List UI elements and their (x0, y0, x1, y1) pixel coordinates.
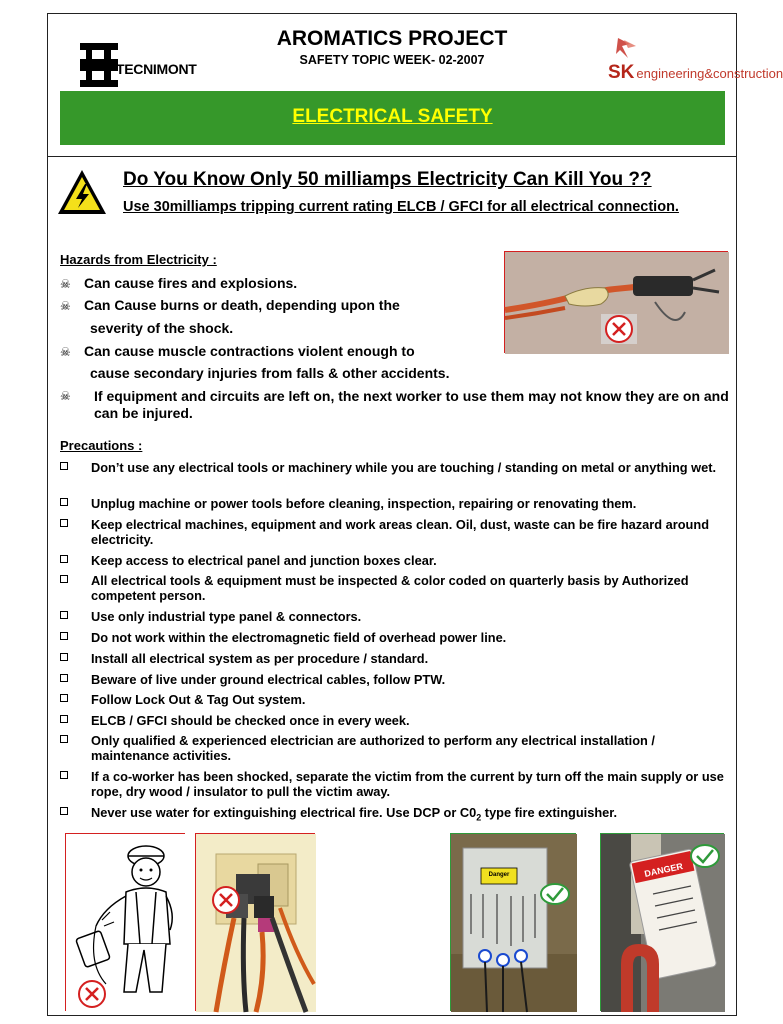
skull-bullet-icon: ☠ (60, 277, 71, 291)
sk-logo-text: engineering&construction (636, 66, 783, 81)
precaution-item (60, 805, 725, 826)
hazard-text-continued: severity of the shock. (90, 320, 234, 336)
hazard-item (60, 343, 415, 359)
precaution-text: Keep access to electrical panel and junction boxes clear. (91, 553, 437, 568)
precaution-text: Beware of live under ground electrical cables, follow PTW. (91, 672, 446, 687)
topic-banner (60, 91, 725, 145)
safety-topic-week: SAFETY TOPIC WEEK- 02-2007 (299, 53, 485, 67)
sk-logo-mark: SK (608, 62, 635, 83)
approved-check-icon (541, 884, 569, 904)
overloaded-socket-photo (195, 833, 315, 1011)
headline-question: Do You Know Only 50 milliamps Electricity Can Kill You ?? (123, 169, 652, 190)
lockout-tag-photo (600, 833, 724, 1011)
precaution-text: Keep electrical machines, equipment and work areas clean. Oil, dust, waste can be fire hazard around electricity. (91, 517, 710, 547)
hazard-item (60, 297, 400, 313)
precaution-text: ELCB / GFCI should be checked once in every week. (91, 713, 410, 728)
content-section (47, 156, 737, 1016)
hazard-item (60, 275, 297, 291)
hazard-text: If equipment and circuits are left on, the next worker to use them may not know they are on and can be injured. (94, 388, 729, 421)
precaution-item (60, 630, 725, 645)
precaution-item (60, 609, 725, 624)
prohibited-cross-icon (78, 980, 106, 1008)
checkbox-bullet-icon (60, 674, 68, 682)
project-title: AROMATICS PROJECT (276, 27, 508, 50)
sk-engineering-logo (608, 36, 783, 91)
danger-sign-text: Danger (488, 872, 510, 878)
tecnimont-logo-text: TECNIMONT (116, 61, 197, 77)
precaution-item (60, 713, 725, 728)
precaution-text: Follow Lock Out & Tag Out system. (91, 692, 306, 707)
precaution-text: Never use water for extinguishing electrical fire. Use DCP or C0 (91, 805, 477, 820)
precautions-heading: Precautions : (60, 438, 143, 453)
precaution-text: Unplug machine or power tools before cleaning, inspection, repairing or renovating them. (91, 496, 637, 511)
danger-tag-text: DANGER (643, 861, 684, 879)
precaution-item (60, 769, 725, 799)
hazard-text: Can Cause burns or death, depending upon the (84, 297, 400, 313)
checkbox-bullet-icon (60, 735, 68, 743)
precaution-item (60, 517, 725, 547)
prohibited-cross-icon (212, 886, 240, 914)
precaution-text: Do not work within the electromagnetic field of overhead power line. (91, 630, 507, 645)
precaution-text: Only qualified & experienced electrician are authorized to perform any electrical installation / maintenance activities. (91, 733, 655, 763)
high-voltage-warning-icon (56, 167, 108, 219)
prohibited-cross-icon (605, 315, 633, 343)
precaution-item (60, 496, 725, 511)
precaution-text: All electrical tools & equipment must be inspected & color coded on quarterly basis by Authorized competent person. (91, 573, 689, 603)
checkbox-bullet-icon (60, 653, 68, 661)
precaution-item (60, 651, 725, 666)
checkbox-bullet-icon (60, 462, 68, 470)
hazard-text: Can cause fires and explosions. (84, 275, 298, 291)
hazards-heading: Hazards from Electricity : (60, 252, 217, 267)
headline-advice: Use 30milliamps tripping current rating ELCB / GFCI for all electrical connection. (123, 199, 679, 215)
skull-bullet-icon: ☠ (60, 389, 71, 403)
checkbox-bullet-icon (60, 807, 68, 815)
precaution-item (60, 672, 725, 687)
precaution-item (60, 553, 725, 568)
precaution-text: If a co-worker has been shocked, separate the victim from the current by turn off the main supply or use rope, dry wood / insulator to pull the victim away. (91, 769, 724, 799)
checkbox-bullet-icon (60, 632, 68, 640)
hazard-text-continued: cause secondary injuries from falls & other accidents. (90, 365, 450, 381)
header-section (47, 13, 783, 157)
co2-subscript: 2 (476, 812, 482, 823)
checkbox-bullet-icon (60, 575, 68, 583)
checkbox-bullet-icon (60, 498, 68, 506)
damaged-cable-photo (504, 251, 728, 353)
skull-bullet-icon: ☠ (60, 345, 71, 359)
precaution-item (60, 692, 725, 707)
worker-cartoon-illustration (65, 833, 185, 1011)
precaution-text: Don’t use any electrical tools or machinery while you are touching / standing on metal or anything wet. (91, 460, 717, 475)
precaution-text-end: type fire extinguisher. (481, 805, 618, 820)
checkbox-bullet-icon (60, 611, 68, 619)
precaution-item (60, 733, 725, 763)
hazard-text: Can cause muscle contractions violent enough to (84, 343, 415, 359)
checkbox-bullet-icon (60, 555, 68, 563)
hazard-item (60, 388, 730, 422)
sk-arrow-icon (612, 36, 652, 62)
electrical-panel-photo (450, 833, 576, 1011)
checkbox-bullet-icon (60, 771, 68, 779)
approved-check-icon (691, 845, 719, 867)
precaution-item (60, 573, 725, 603)
checkbox-bullet-icon (60, 694, 68, 702)
checkbox-bullet-icon (60, 519, 68, 527)
checkbox-bullet-icon (60, 715, 68, 723)
precaution-item (60, 460, 725, 475)
precaution-text: Install all electrical system as per procedure / standard. (91, 651, 429, 666)
precaution-text: Use only industrial type panel & connectors. (91, 609, 362, 624)
skull-bullet-icon: ☠ (60, 299, 71, 313)
topic-banner-title: ELECTRICAL SAFETY (292, 106, 493, 127)
